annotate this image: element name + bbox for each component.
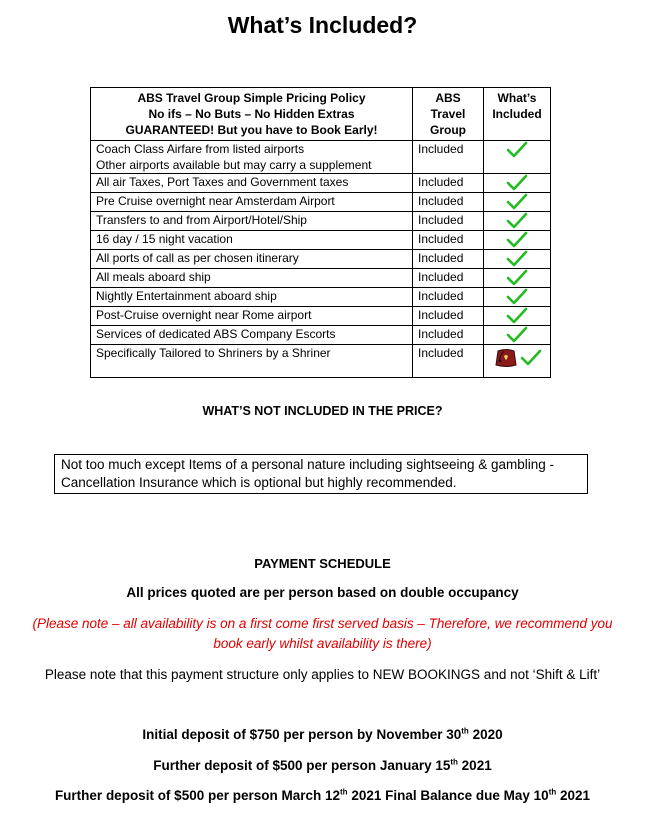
item-cell	[91, 326, 413, 345]
item-cell	[91, 345, 413, 378]
abs-header-line: Travel	[430, 107, 466, 121]
table-header-row	[91, 88, 551, 141]
included-cell	[484, 231, 551, 250]
status-cell	[413, 307, 484, 326]
check-icon	[506, 289, 528, 303]
status-cell	[413, 141, 484, 174]
table-row	[91, 174, 551, 193]
item-text: All ports of call as per chosen itinerary	[96, 251, 299, 265]
abs-header-line: Group	[430, 123, 466, 137]
status-cell	[413, 269, 484, 288]
included-cell	[484, 193, 551, 212]
final-balance-text: 2021 Final Balance due May 10	[347, 788, 549, 803]
ordinal-suffix: th	[450, 757, 458, 767]
item-cell	[91, 193, 413, 212]
included-cell	[484, 345, 551, 378]
prices-quoted-line: All prices quoted are per person based on double occupancy	[126, 585, 519, 600]
item-text: Post-Cruise overnight near Rome airport	[96, 308, 312, 322]
item-cell	[91, 141, 413, 174]
included-cell	[484, 250, 551, 269]
check-icon	[506, 251, 528, 265]
included-cell	[484, 326, 551, 345]
item-cell	[91, 250, 413, 269]
status-text: Included	[418, 142, 464, 156]
deposit-year: 2021	[457, 758, 492, 773]
item-text: Transfers to and from Airport/Hotel/Ship	[96, 213, 307, 227]
included-cell	[484, 174, 551, 193]
table-row	[91, 193, 551, 212]
check-icon	[520, 349, 542, 367]
check-icon	[506, 194, 528, 208]
pricing-table	[90, 87, 551, 378]
table-row	[91, 269, 551, 288]
included-cell	[484, 288, 551, 307]
check-icon	[506, 175, 528, 189]
whats-included-header	[484, 88, 551, 141]
deposit-text: Initial deposit of $750 per person by November 30	[142, 727, 462, 742]
check-icon	[506, 142, 528, 156]
item-cell	[91, 231, 413, 250]
deposit-year: 2021	[556, 788, 591, 803]
check-icon	[506, 308, 528, 322]
table-row	[91, 250, 551, 269]
item-cell	[91, 212, 413, 231]
included-cell	[484, 141, 551, 174]
status-text: Included	[418, 327, 464, 341]
abs-group-header	[413, 88, 484, 141]
deposit-year: 2020	[468, 727, 503, 742]
item-text: Nightly Entertainment aboard ship	[96, 289, 277, 303]
status-cell	[413, 288, 484, 307]
status-cell	[413, 345, 484, 378]
item-cell	[91, 269, 413, 288]
status-text: Included	[418, 232, 464, 246]
policy-header-line: GUARANTEED! But you have to Book Early!	[125, 123, 378, 137]
initial-deposit-line	[0, 727, 645, 742]
status-text: Included	[418, 308, 464, 322]
item-text: Pre Cruise overnight near Amsterdam Airport	[96, 194, 335, 208]
fez-icon	[493, 347, 519, 369]
included-cell	[484, 269, 551, 288]
policy-header-line: No ifs – No Buts – No Hidden Extras	[148, 107, 355, 121]
deposit-text: Further deposit of $500 per person March 12	[54, 788, 341, 803]
item-cell	[91, 288, 413, 307]
included-header-line: Included	[492, 107, 542, 121]
status-text: Included	[418, 213, 464, 227]
status-cell	[413, 231, 484, 250]
table-row	[91, 141, 551, 174]
check-icon	[506, 327, 528, 341]
abs-header-line: ABS	[435, 91, 461, 105]
status-cell	[413, 193, 484, 212]
fez-check-icon	[493, 347, 542, 369]
item-text: Services of dedicated ABS Company Escorts	[96, 327, 336, 341]
payment-structure-note: Please note that this payment structure only applies to NEW BOOKINGS and not ‘Shift & Lift’	[44, 667, 601, 682]
included-header-line: What’s	[497, 91, 537, 105]
item-text: All air Taxes, Port Taxes and Government taxes	[96, 175, 349, 189]
table-row	[91, 345, 551, 378]
status-text: Included	[418, 194, 464, 208]
ordinal-suffix: th	[340, 787, 348, 797]
item-text: Specifically Tailored to Shriners by a Shriner	[96, 346, 331, 360]
table-row	[91, 288, 551, 307]
check-icon	[506, 213, 528, 227]
not-included-box: Not too much except Items of a personal nature including sightseeing & gambling - Cancellation Insurance which is optional but highly recommended.	[54, 454, 588, 494]
not-included-heading: WHAT’S NOT INCLUDED IN THE PRICE?	[202, 404, 443, 418]
status-text: Included	[418, 270, 464, 284]
table-row	[91, 231, 551, 250]
policy-header	[91, 88, 413, 141]
table-row	[91, 212, 551, 231]
included-cell	[484, 307, 551, 326]
further-deposit-line-2	[0, 788, 645, 803]
check-icon	[506, 270, 528, 284]
check-icon	[506, 232, 528, 246]
status-text: Included	[418, 175, 464, 189]
further-deposit-line-1	[0, 758, 645, 773]
item-text: 16 day / 15 night vacation	[96, 232, 233, 246]
table-row	[91, 326, 551, 345]
item-cell	[91, 174, 413, 193]
payment-schedule-heading: PAYMENT SCHEDULE	[254, 556, 391, 571]
table-row	[91, 307, 551, 326]
item-cell	[91, 307, 413, 326]
item-text: Other airports available but may carry a supplement	[96, 158, 372, 172]
ordinal-suffix: th	[461, 726, 469, 736]
item-text: Coach Class Airfare from listed airports	[96, 142, 305, 156]
deposit-text: Further deposit of $500 per person January 15	[153, 758, 451, 773]
page-title: What’s Included?	[227, 12, 418, 38]
status-cell	[413, 326, 484, 345]
ordinal-suffix: th	[548, 787, 557, 797]
status-cell	[413, 212, 484, 231]
policy-header-line: ABS Travel Group Simple Pricing Policy	[137, 91, 366, 105]
status-cell	[413, 174, 484, 193]
item-text: All meals aboard ship	[96, 270, 211, 284]
status-text: Included	[418, 346, 464, 360]
status-text: Included	[418, 251, 464, 265]
availability-note: (Please note – all availability is on a first come first served basis – Therefore, we recommend you book early whilst availability is there)	[32, 616, 613, 651]
included-cell	[484, 212, 551, 231]
status-text: Included	[418, 289, 464, 303]
status-cell	[413, 250, 484, 269]
